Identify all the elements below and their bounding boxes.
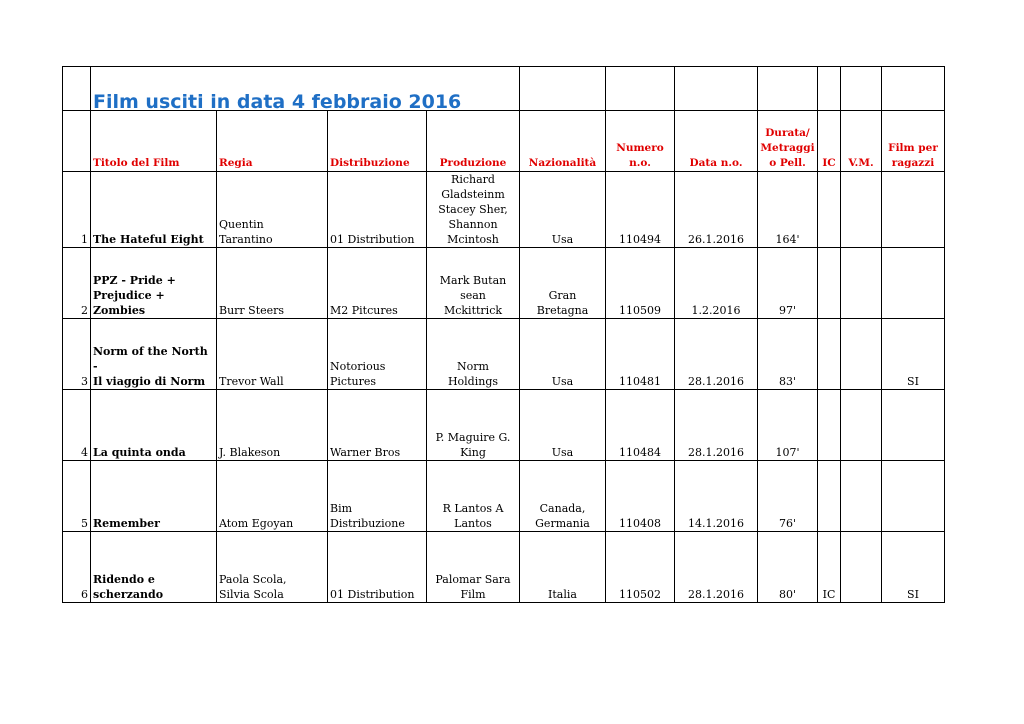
table-row [63,248,945,319]
header-titolo: Titolo del Film [91,111,217,172]
cell-ragazzi: SI [882,319,945,390]
cell-distribuzione: Bim Distribuzione [328,461,427,532]
cell-ic [818,461,841,532]
header-durata: Durata/ Metraggi o Pell. [758,111,818,172]
cell-regia: J. Blakeson [217,390,328,461]
header-row [63,111,945,172]
row-number: 1 [63,172,91,248]
cell-numero: 110481 [606,319,675,390]
cell-produzione: Mark Butan sean Mckittrick [427,248,520,319]
cell-data: 28.1.2016 [675,319,758,390]
header-nazionalita: Nazionalità [520,111,606,172]
cell-ragazzi [882,248,945,319]
cell-ragazzi: SI [882,532,945,603]
cell-durata: 83' [758,319,818,390]
header-regia: Regia [217,111,328,172]
header-data: Data n.o. [675,111,758,172]
cell-ragazzi [882,461,945,532]
header-produzione: Produzione [427,111,520,172]
header-ragazzi: Film per ragazzi [882,111,945,172]
cell-nazionalita: Italia [520,532,606,603]
cell-titolo: Remember [91,461,217,532]
cell-regia: Atom Egoyan [217,461,328,532]
header-numero: Numero n.o. [606,111,675,172]
cell-nazionalita: Usa [520,390,606,461]
films-table [62,66,945,603]
cell-produzione: P. Maguire G. King [427,390,520,461]
cell-ic: IC [818,532,841,603]
cell-nazionalita: Canada, Germania [520,461,606,532]
cell-data: 28.1.2016 [675,532,758,603]
cell-distribuzione: 01 Distribution [328,172,427,248]
header-distribuzione: Distribuzione [328,111,427,172]
cell-distribuzione: Notorious Pictures [328,319,427,390]
cell-nazionalita: Gran Bretagna [520,248,606,319]
page-title: Film usciti in data 4 febbraio 2016 [91,67,520,111]
cell-produzione: Richard Gladsteinm Stacey Sher, Shannon Mcintosh [427,172,520,248]
cell-durata: 80' [758,532,818,603]
cell-titolo: Norm of the North - Il viaggio di Norm [91,319,217,390]
row-number: 5 [63,461,91,532]
cell-data: 28.1.2016 [675,390,758,461]
cell-distribuzione: M2 Pitcures [328,248,427,319]
table-row [63,319,945,390]
table-row [63,532,945,603]
corner-cell [63,67,91,111]
cell-vm [841,248,882,319]
row-number: 4 [63,390,91,461]
header-ic: IC [818,111,841,172]
cell-regia: Paola Scola, Silvia Scola [217,532,328,603]
cell-numero: 110494 [606,172,675,248]
row-number: 6 [63,532,91,603]
cell-data: 26.1.2016 [675,172,758,248]
cell-vm [841,319,882,390]
cell-distribuzione: 01 Distribution [328,532,427,603]
cell-durata: 164' [758,172,818,248]
cell-numero: 110408 [606,461,675,532]
cell-nazionalita: Usa [520,172,606,248]
cell-produzione: Norm Holdings [427,319,520,390]
row-number: 3 [63,319,91,390]
table-row [63,390,945,461]
cell-vm [841,532,882,603]
cell-numero: 110509 [606,248,675,319]
cell-regia: Quentin Tarantino [217,172,328,248]
cell-produzione: Palomar Sara Film [427,532,520,603]
cell-vm [841,390,882,461]
title-row [63,67,945,111]
cell-titolo: The Hateful Eight [91,172,217,248]
table-row [63,461,945,532]
cell-titolo: Ridendo e scherzando [91,532,217,603]
cell-durata: 76' [758,461,818,532]
cell-ic [818,390,841,461]
cell-data: 1.2.2016 [675,248,758,319]
cell-titolo: PPZ - Pride + Prejudice + Zombies [91,248,217,319]
table-row [63,172,945,248]
cell-regia: Trevor Wall [217,319,328,390]
cell-titolo: La quinta onda [91,390,217,461]
cell-distribuzione: Warner Bros [328,390,427,461]
cell-data: 14.1.2016 [675,461,758,532]
cell-ic [818,172,841,248]
cell-durata: 97' [758,248,818,319]
cell-produzione: R Lantos A Lantos [427,461,520,532]
cell-vm [841,172,882,248]
cell-vm [841,461,882,532]
cell-numero: 110484 [606,390,675,461]
cell-nazionalita: Usa [520,319,606,390]
cell-ic [818,319,841,390]
cell-ic [818,248,841,319]
cell-ragazzi [882,172,945,248]
cell-durata: 107' [758,390,818,461]
row-number: 2 [63,248,91,319]
cell-numero: 110502 [606,532,675,603]
cell-ragazzi [882,390,945,461]
header-vm: V.M. [841,111,882,172]
cell-regia: Burr Steers [217,248,328,319]
